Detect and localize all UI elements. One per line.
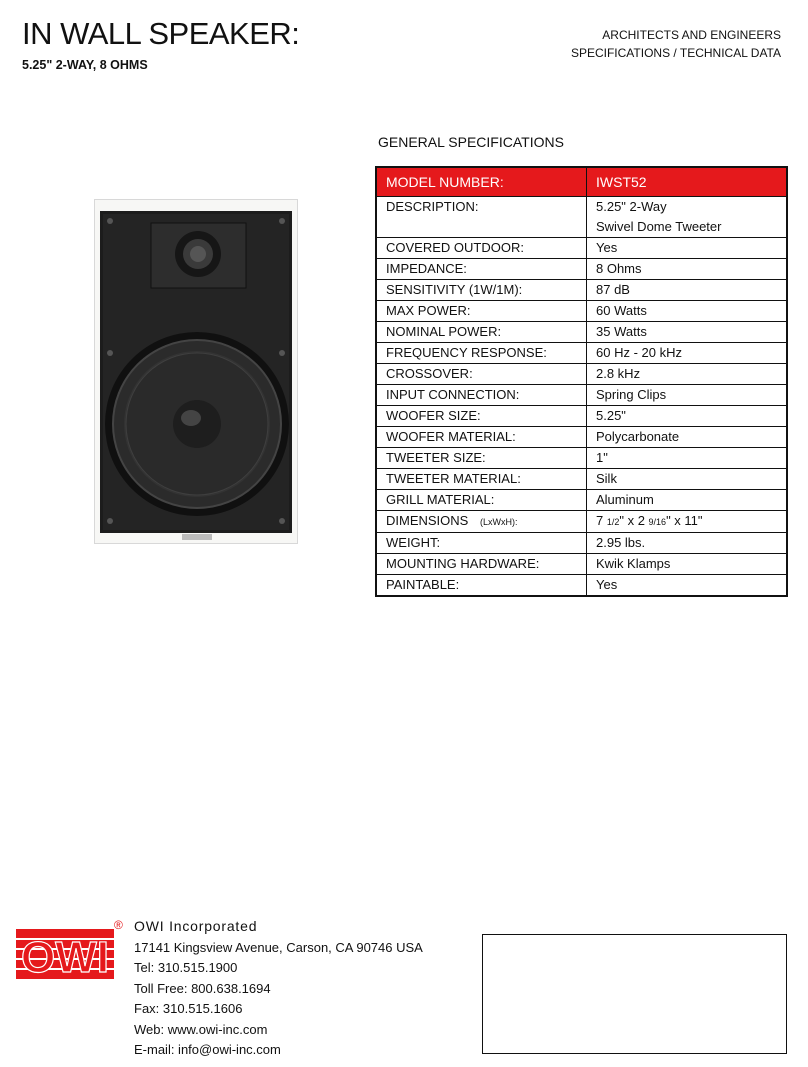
spec-value: Yes bbox=[587, 575, 788, 597]
dimensions-label-unit: (LxWxH): bbox=[479, 517, 518, 527]
spec-label: COVERED OUTDOOR: bbox=[376, 238, 587, 259]
table-row bbox=[376, 385, 787, 406]
table-row bbox=[376, 533, 787, 554]
blank-notes-box bbox=[482, 934, 787, 1054]
spec-value: 60 Watts bbox=[587, 301, 788, 322]
spec-label: FREQUENCY RESPONSE: bbox=[376, 343, 587, 364]
spec-label: WEIGHT: bbox=[376, 533, 587, 554]
table-row bbox=[376, 575, 787, 597]
spec-label: DESCRIPTION: bbox=[376, 197, 587, 238]
table-row bbox=[376, 448, 787, 469]
spec-label bbox=[376, 511, 587, 533]
spec-label: INPUT CONNECTION: bbox=[376, 385, 587, 406]
table-header-row bbox=[376, 167, 787, 197]
table-row bbox=[376, 427, 787, 448]
table-row bbox=[376, 511, 787, 533]
table-row bbox=[376, 554, 787, 575]
spec-value bbox=[587, 197, 788, 238]
table-row bbox=[376, 364, 787, 385]
spec-label: MOUNTING HARDWARE: bbox=[376, 554, 587, 575]
spec-label: PAINTABLE: bbox=[376, 575, 587, 597]
spec-label: TWEETER MATERIAL: bbox=[376, 469, 587, 490]
spec-value: 87 dB bbox=[587, 280, 788, 301]
dimensions-label: DIMENSIONS bbox=[386, 513, 469, 528]
table-row bbox=[376, 197, 787, 238]
header-right-line2: SPECIFICATIONS / TECHNICAL DATA bbox=[570, 46, 781, 60]
dimension-width-fraction: 9/16 bbox=[648, 517, 667, 527]
dimension-length: 7 bbox=[596, 513, 607, 528]
spec-value: 2.95 lbs. bbox=[587, 533, 788, 554]
spec-label: SENSITIVITY (1W/1M): bbox=[376, 280, 587, 301]
description-line1: 5.25" 2-Way bbox=[596, 199, 667, 214]
spec-value: 5.25" bbox=[587, 406, 788, 427]
email-line: E-mail: info@owi-inc.com bbox=[134, 1042, 281, 1058]
registered-mark: ® bbox=[114, 918, 123, 932]
web-line: Web: www.owi-inc.com bbox=[134, 1021, 268, 1037]
header-right-line1: ARCHITECTS AND ENGINEERS bbox=[602, 28, 781, 42]
spec-value: 60 Hz - 20 kHz bbox=[587, 343, 788, 364]
spec-value: Spring Clips bbox=[587, 385, 788, 406]
spec-value: Aluminum bbox=[587, 490, 788, 511]
table-row bbox=[376, 238, 787, 259]
fax-line: Fax: 310.515.1606 bbox=[134, 1001, 243, 1017]
spec-label: TWEETER SIZE: bbox=[376, 448, 587, 469]
header-right bbox=[571, 26, 781, 62]
spec-value: Yes bbox=[587, 238, 788, 259]
company-name: OWI Incorporated bbox=[134, 918, 258, 934]
spec-value: 1" bbox=[587, 448, 788, 469]
table-row bbox=[376, 469, 787, 490]
phone-line: Tel: 310.515.1900 bbox=[134, 960, 238, 976]
spec-value: Silk bbox=[587, 469, 788, 490]
table-row bbox=[376, 322, 787, 343]
owi-logo bbox=[16, 929, 114, 979]
spec-label: WOOFER SIZE: bbox=[376, 406, 587, 427]
spec-value: 35 Watts bbox=[587, 322, 788, 343]
table-row bbox=[376, 406, 787, 427]
toll-free-line: Toll Free: 800.638.1694 bbox=[134, 980, 271, 996]
table-row bbox=[376, 259, 787, 280]
address-line: 17141 Kingsview Avenue, Carson, CA 90746 USA bbox=[134, 940, 423, 955]
dimension-height: " x 11" bbox=[666, 513, 703, 528]
table-row bbox=[376, 301, 787, 322]
spec-value: 2.8 kHz bbox=[587, 364, 788, 385]
table-row bbox=[376, 490, 787, 511]
spec-value bbox=[587, 511, 788, 533]
spec-value: Polycarbonate bbox=[587, 427, 788, 448]
logo-text: OWI bbox=[21, 933, 109, 979]
model-number-value: IWST52 bbox=[587, 167, 788, 197]
dimension-length-fraction: 1/2 bbox=[606, 517, 620, 527]
spec-label: MAX POWER: bbox=[376, 301, 587, 322]
spec-label: NOMINAL POWER: bbox=[376, 322, 587, 343]
model-number-label: MODEL NUMBER: bbox=[376, 167, 587, 197]
spec-label: CROSSOVER: bbox=[376, 364, 587, 385]
contact-block bbox=[134, 938, 423, 1060]
speaker-product-image bbox=[94, 199, 298, 544]
page-title: IN WALL SPEAKER: bbox=[22, 16, 300, 51]
description-line2: Swivel Dome Tweeter bbox=[596, 219, 722, 234]
spec-value: 8 Ohms bbox=[587, 259, 788, 280]
dimension-width: " x 2 bbox=[619, 513, 649, 528]
spec-value: Kwik Klamps bbox=[587, 554, 788, 575]
spec-table bbox=[375, 166, 788, 597]
table-row bbox=[376, 343, 787, 364]
page-subtitle: 5.25" 2-WAY, 8 OHMS bbox=[22, 58, 148, 72]
table-row bbox=[376, 280, 787, 301]
spec-label: GRILL MATERIAL: bbox=[376, 490, 587, 511]
spec-label: IMPEDANCE: bbox=[376, 259, 587, 280]
general-specifications-heading: GENERAL SPECIFICATIONS bbox=[378, 134, 564, 150]
spec-label: WOOFER MATERIAL: bbox=[376, 427, 587, 448]
